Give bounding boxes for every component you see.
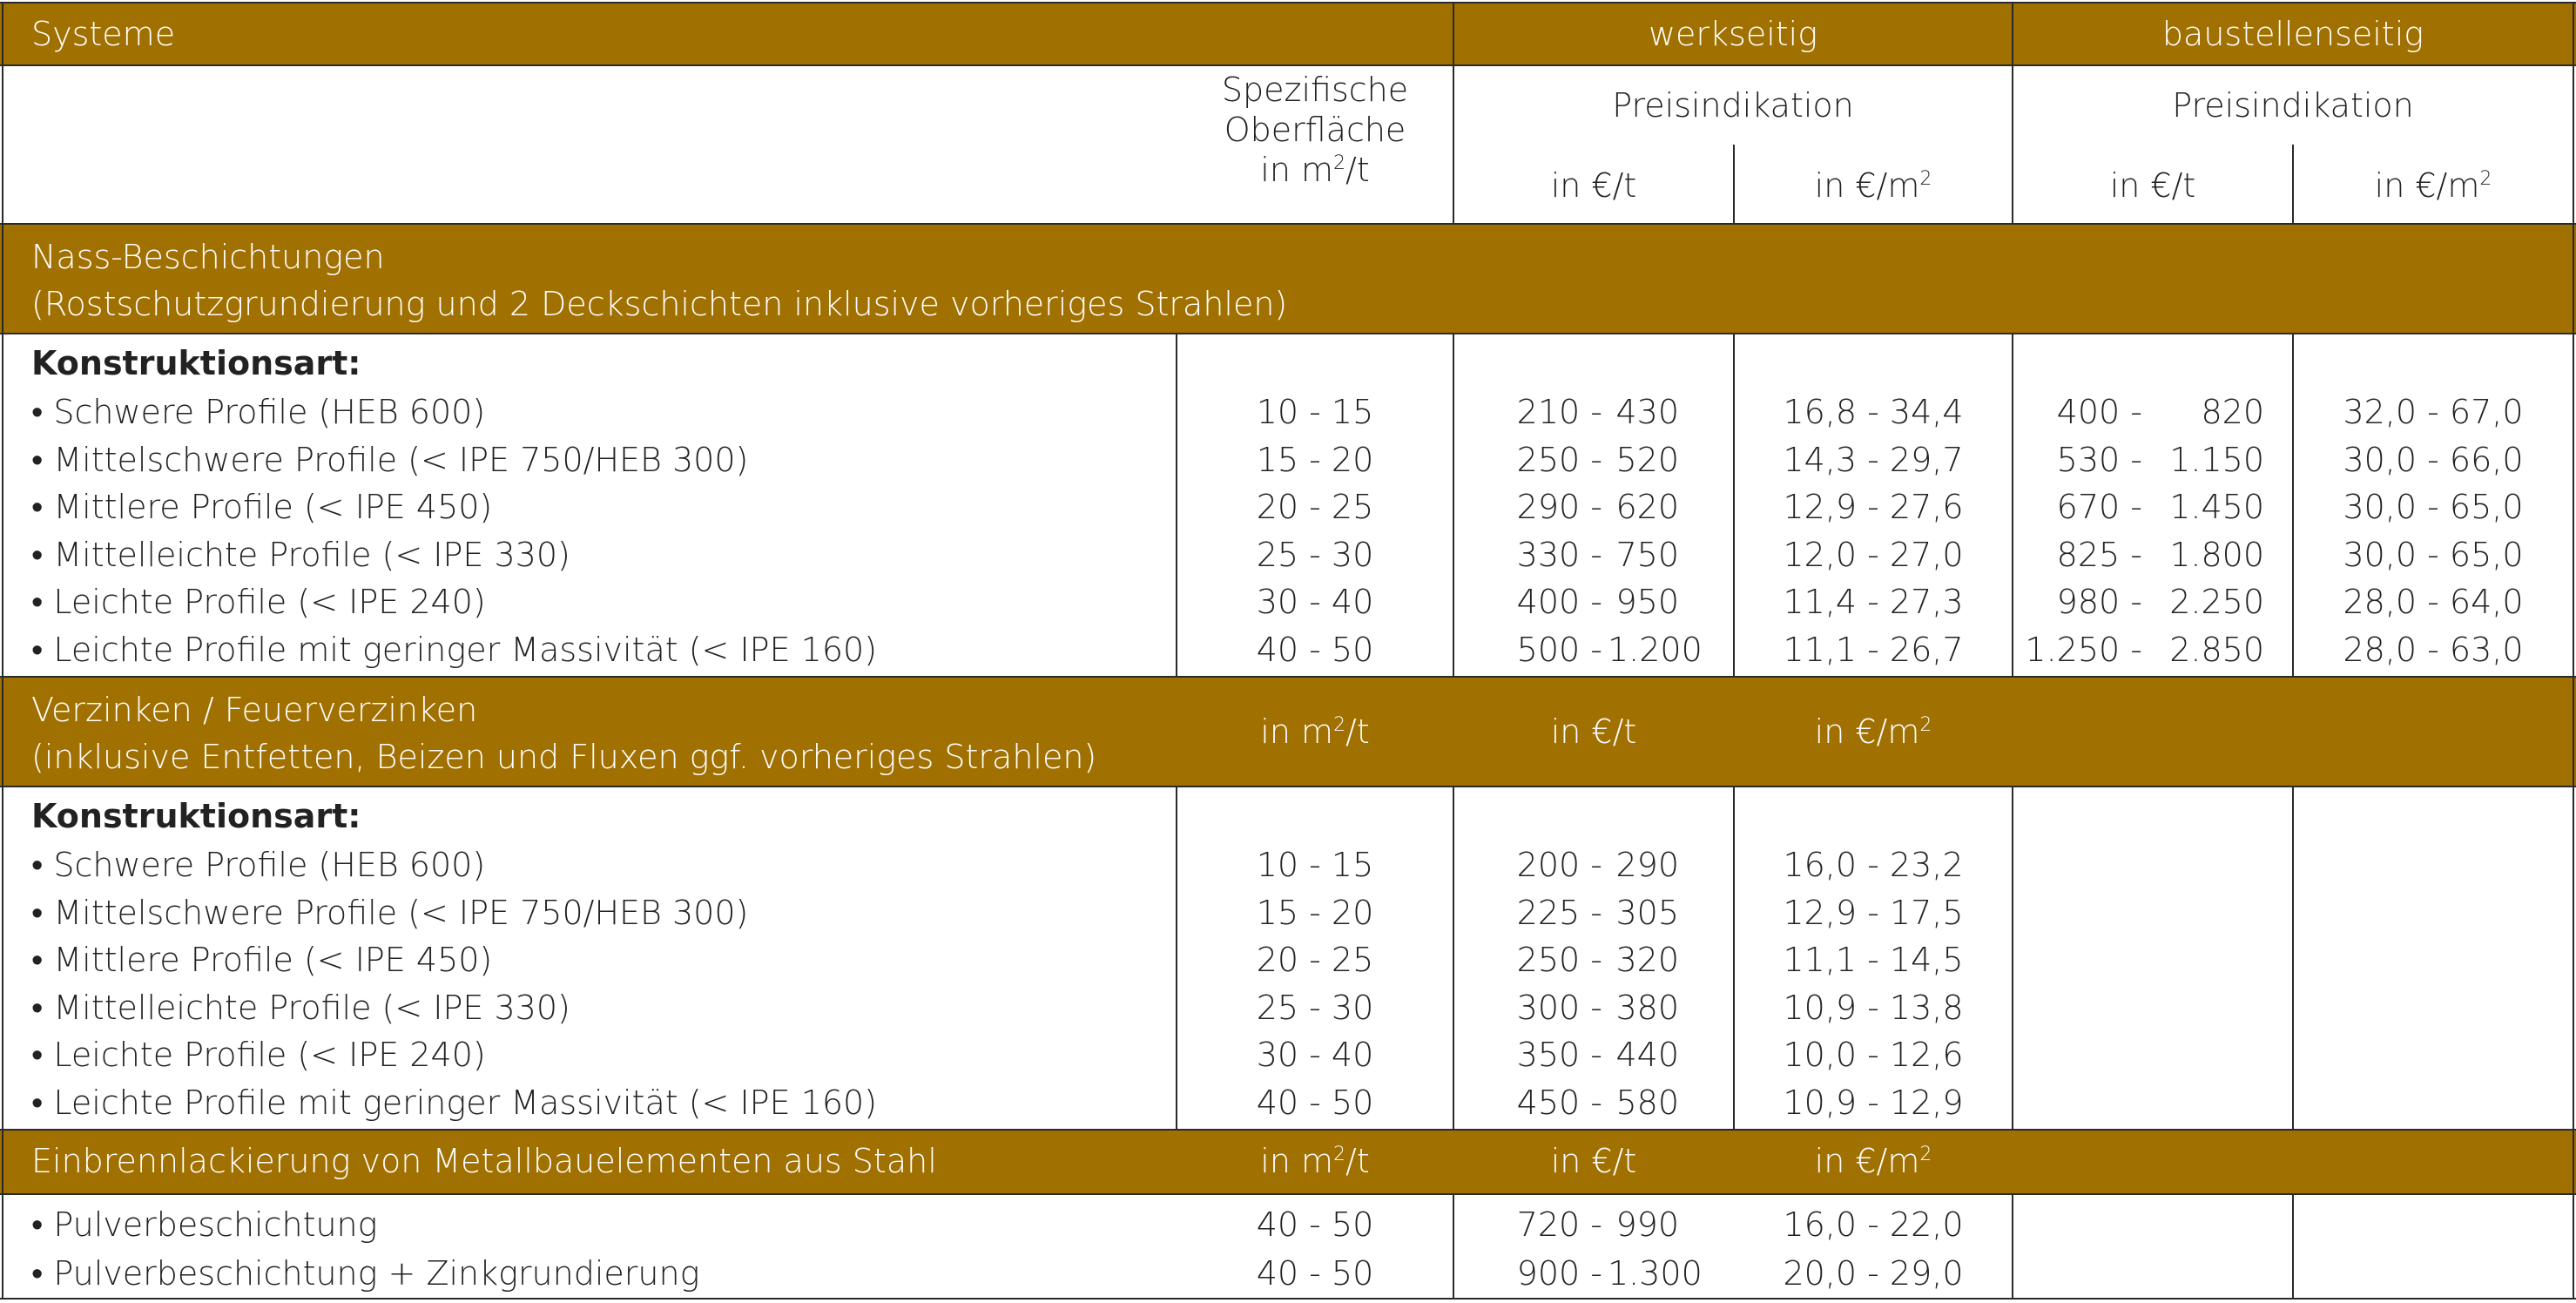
rule	[0, 333, 2576, 334]
row-w-m2: 20,0 - 29,0	[1783, 1254, 1964, 1293]
rule	[0, 64, 2576, 66]
section2-title-line2: (inklusive Entfetten, Beizen und Fluxen ggf. vorheriges Strahlen)	[31, 738, 1097, 776]
col-divider	[2012, 786, 2013, 1131]
row-label: • Leichte Profile (< IPE 240)	[31, 1036, 486, 1075]
row-b-m2: 28,0 - 63,0	[2343, 631, 2524, 669]
row-label: • Schwere Profile (HEB 600)	[31, 393, 486, 431]
rule	[0, 2, 2576, 3]
row-w-t-from: 450 -	[1516, 1084, 1602, 1122]
row-label: • Schwere Profile (HEB 600)	[31, 846, 486, 884]
row-w-t-from: 400 -	[1516, 583, 1602, 622]
row-b-t-to: 1.150	[2169, 440, 2264, 479]
section2-title	[31, 686, 1096, 780]
row-w-t-to: 580	[1615, 1084, 1679, 1122]
row-b-t-to: 2.850	[2169, 631, 2264, 669]
rule	[0, 676, 2576, 678]
header-systeme: Systeme	[31, 15, 176, 53]
row-w-m2: 14,3 - 29,7	[1783, 440, 1964, 479]
row-spez: 40 - 50	[1256, 1084, 1374, 1122]
w-eur-m2-header: in $€/m^2$	[1814, 166, 1932, 205]
preis-baustellenseitig: Preisindikation	[2172, 86, 2414, 125]
row-b-m2: 30,0 - 65,0	[2343, 535, 2524, 574]
section3-title: Einbrennlackierung von Metallbauelementen aus Stahl	[31, 1142, 937, 1180]
section2-subheader: Konstruktionsart:	[31, 797, 361, 835]
border-right	[2573, 2, 2574, 1300]
row-w-t-from: 250 -	[1516, 440, 1602, 479]
row-spez: 40 - 50	[1256, 631, 1374, 669]
row-b-m2: 30,0 - 65,0	[2343, 488, 2524, 527]
row-b-m2: 28,0 - 64,0	[2343, 583, 2524, 622]
header-werkseitig: werkseitig	[1648, 15, 1818, 53]
row-b-t-to: 820	[2201, 393, 2264, 431]
row-b-t-to: 1.800	[2169, 535, 2264, 574]
spez-line2: Oberfläche	[1224, 111, 1406, 149]
row-w-t-from: 250 -	[1516, 941, 1602, 980]
row-b-t-from: 400 -	[2056, 393, 2142, 431]
rule	[0, 223, 2576, 225]
row-w-t-to: 320	[1615, 941, 1679, 980]
row-b-t-from: 670 -	[2056, 488, 2142, 527]
row-spez: 15 - 20	[1256, 893, 1374, 932]
row-w-t-from: 210 -	[1516, 393, 1602, 431]
row-spez: 15 - 20	[1256, 440, 1374, 479]
row-b-t-from: 825 -	[2056, 535, 2142, 574]
row-w-t-to: 750	[1615, 535, 1679, 574]
row-w-t-from: 720 -	[1516, 1205, 1602, 1244]
section2-unit-t: in €/t	[1550, 712, 1637, 751]
rule	[0, 1298, 2576, 1300]
row-w-m2: 11,1 - 14,5	[1783, 941, 1964, 980]
row-b-m2: 32,0 - 67,0	[2343, 393, 2524, 431]
row-w-m2: 12,0 - 27,0	[1783, 535, 1964, 574]
preis-werkseitig: Preisindikation	[1612, 86, 1854, 125]
section3-unit-spez: in $m^2/t$	[1260, 1142, 1370, 1180]
section1-title-line2: (Rostschutzgrundierung und 2 Deckschichten inklusive vorheriges Strahlen)	[31, 285, 1288, 323]
row-w-t-to: 520	[1615, 440, 1679, 479]
row-w-t-from: 300 -	[1516, 988, 1602, 1027]
section1-subheader: Konstruktionsart:	[31, 344, 361, 382]
section2-unit-spez: in $m^2/t$	[1260, 712, 1370, 751]
row-w-t-to: 1.200	[1608, 631, 1703, 669]
row-spez: 30 - 40	[1256, 1036, 1374, 1075]
col-divider	[2012, 1193, 2013, 1300]
row-w-t-to: 305	[1615, 893, 1679, 932]
row-label: • Mittlere Profile (< IPE 450)	[31, 941, 493, 980]
section2-title-line1: Verzinken / Feuerverzinken	[31, 691, 478, 729]
row-w-m2: 10,9 - 12,9	[1783, 1084, 1964, 1122]
row-label: • Mittlere Profile (< IPE 450)	[31, 488, 493, 527]
row-label: • Leichte Profile (< IPE 240)	[31, 583, 486, 622]
spez-line3: in $m^2/t$	[1260, 151, 1370, 189]
rule	[0, 1129, 2576, 1131]
row-spez: 40 - 50	[1256, 1205, 1374, 1244]
row-spez: 20 - 25	[1256, 488, 1374, 527]
row-w-t-to: 950	[1615, 583, 1679, 622]
row-w-m2: 10,0 - 12,6	[1783, 1036, 1964, 1075]
row-w-m2: 16,0 - 23,2	[1783, 846, 1964, 884]
row-label: • Leichte Profile mit geringer Massivität (< IPE 160)	[31, 631, 878, 669]
section1-title-line1: Nass-Beschichtungen	[31, 238, 385, 276]
row-b-m2: 30,0 - 66,0	[2343, 440, 2524, 479]
row-w-t-to: 1.300	[1608, 1254, 1703, 1293]
row-spez: 20 - 25	[1256, 941, 1374, 980]
row-w-m2: 11,1 - 26,7	[1783, 631, 1964, 669]
row-w-t-from: 900 -	[1516, 1254, 1602, 1293]
row-b-t-from: 1.250 -	[2025, 631, 2142, 669]
row-w-m2: 10,9 - 13,8	[1783, 988, 1964, 1027]
col-divider	[2292, 786, 2294, 1131]
row-label: • Mittelleichte Profile (< IPE 330)	[31, 535, 570, 574]
row-w-t-to: 380	[1615, 988, 1679, 1027]
rule	[0, 1193, 2576, 1195]
row-w-t-from: 225 -	[1516, 893, 1602, 932]
header-baustellenseitig: baustellenseitig	[2161, 15, 2424, 53]
section2-unit-m2: in $€/m^2$	[1814, 712, 1932, 751]
row-w-m2: 12,9 - 17,5	[1783, 893, 1964, 932]
row-label: • Mittelschwere Profile (< IPE 750/HEB 300)	[31, 440, 749, 479]
section1-title	[31, 233, 1287, 327]
row-spez: 25 - 30	[1256, 535, 1374, 574]
row-spez: 40 - 50	[1256, 1254, 1374, 1293]
section3-unit-m2: in $€/m^2$	[1814, 1142, 1932, 1180]
row-w-t-from: 330 -	[1516, 535, 1602, 574]
rule	[0, 786, 2576, 787]
row-w-m2: 12,9 - 27,6	[1783, 488, 1964, 527]
row-w-t-from: 290 -	[1516, 488, 1602, 527]
row-spez: 25 - 30	[1256, 988, 1374, 1027]
b-eur-t-header: in €/t	[2109, 166, 2196, 205]
col-divider	[2292, 1193, 2294, 1300]
row-w-t-from: 350 -	[1516, 1036, 1602, 1075]
row-b-t-from: 980 -	[2056, 583, 2142, 622]
b-eur-m2-header: in $€/m^2$	[2374, 166, 2492, 205]
row-spez: 10 - 15	[1256, 846, 1374, 884]
row-label: • Leichte Profile mit geringer Massivität (< IPE 160)	[31, 1084, 878, 1122]
row-w-t-to: 990	[1615, 1205, 1679, 1244]
row-b-t-from: 530 -	[2056, 440, 2142, 479]
row-w-t-to: 440	[1615, 1036, 1679, 1075]
border-left	[2, 2, 3, 1300]
section3-unit-t: in €/t	[1550, 1142, 1637, 1180]
row-w-t-from: 500 -	[1516, 631, 1602, 669]
row-w-t-from: 200 -	[1516, 846, 1602, 884]
row-w-t-to: 620	[1615, 488, 1679, 527]
row-w-m2: 16,8 - 34,4	[1783, 393, 1964, 431]
row-w-t-to: 290	[1615, 846, 1679, 884]
row-label: • Pulverbeschichtung + Zinkgrundierung	[31, 1254, 700, 1293]
row-label: • Mittelschwere Profile (< IPE 750/HEB 300)	[31, 893, 749, 932]
row-spez: 10 - 15	[1256, 393, 1374, 431]
row-w-m2: 11,4 - 27,3	[1783, 583, 1964, 622]
w-eur-t-header: in €/t	[1550, 166, 1637, 205]
row-spez: 30 - 40	[1256, 583, 1374, 622]
spez-header	[1177, 70, 1453, 190]
row-b-t-to: 1.450	[2169, 488, 2264, 527]
row-label: • Pulverbeschichtung	[31, 1205, 378, 1244]
row-b-t-to: 2.250	[2169, 583, 2264, 622]
spez-line1: Spezifische	[1221, 71, 1409, 109]
row-label: • Mittelleichte Profile (< IPE 330)	[31, 988, 570, 1027]
row-w-m2: 16,0 - 22,0	[1783, 1205, 1964, 1244]
row-w-t-to: 430	[1615, 393, 1679, 431]
